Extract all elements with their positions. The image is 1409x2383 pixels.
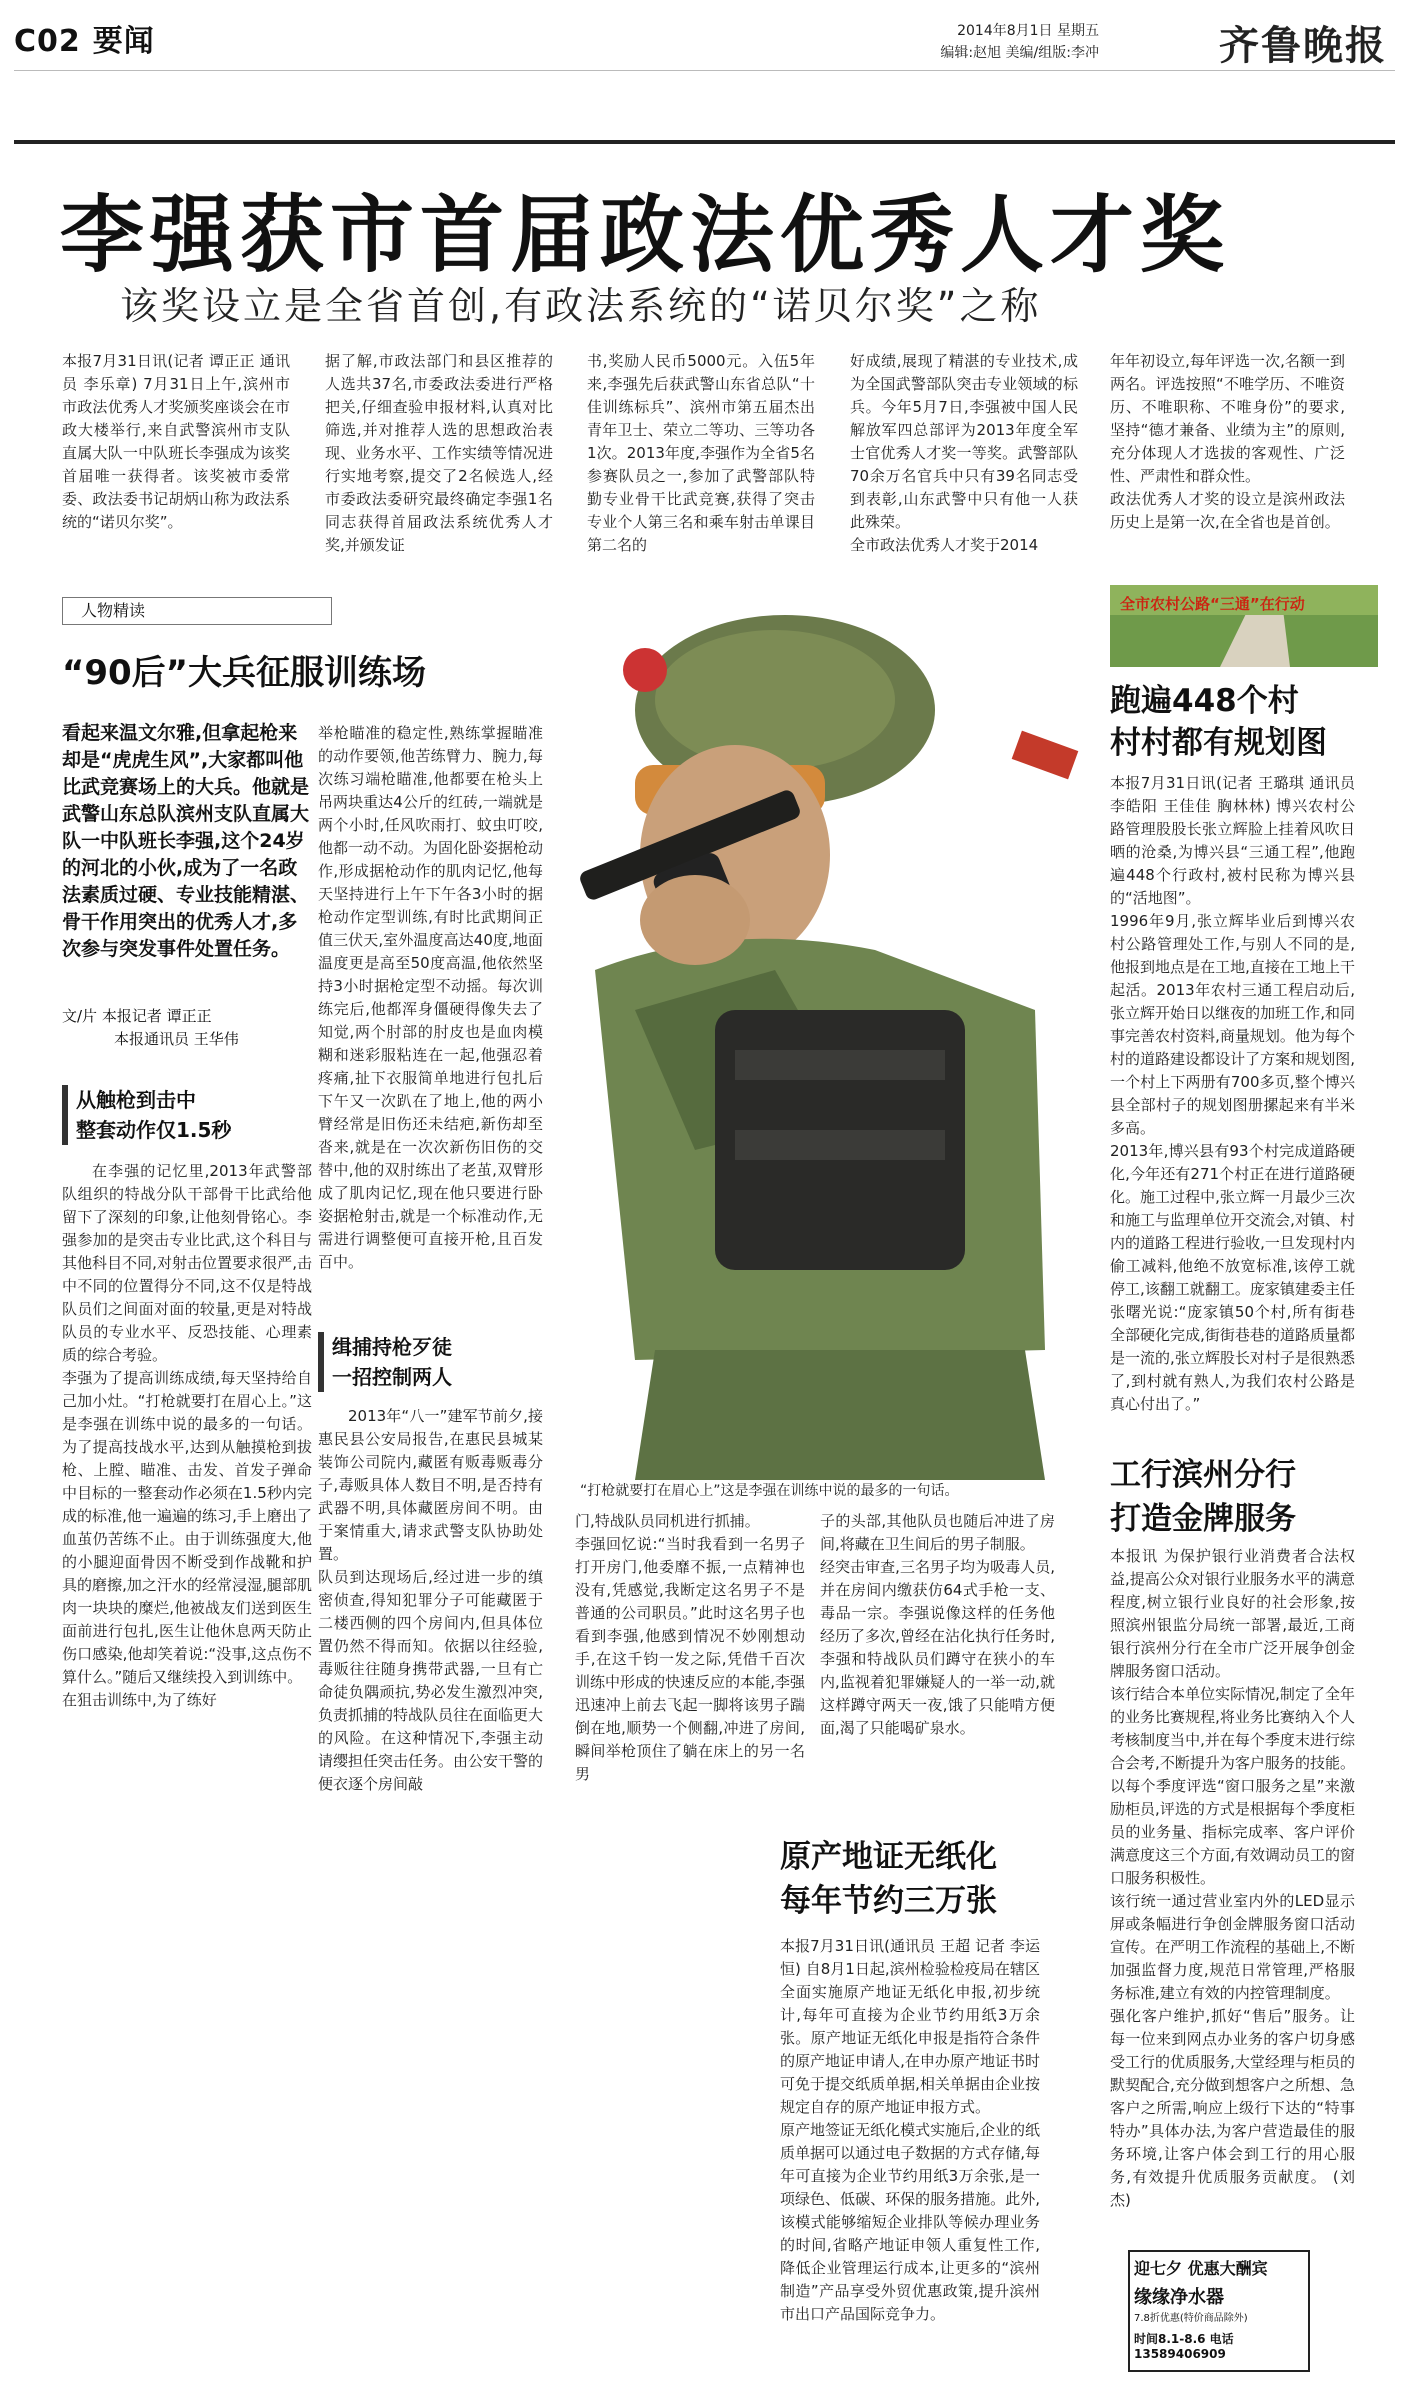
section-name: 要闻 [92,24,155,59]
main-col-1: 本报7月31日讯(记者 谭正正 通讯员 李乐章) 7月31日上午,滨州市市政法优秀人才奖颁奖座谈会在市政大楼举行,来自武警滨州市支队直属大队一中队班长李强成为该奖首届唯一获得者。该奖被市委常委、政法委书记胡炳山称为政法系统的“诺贝尔奖”。 [62,352,290,531]
right2-title: 工行滨州分行 打造金牌服务 [1110,1457,1296,1537]
feature-sub1: 从触枪到击中 整套动作仅1.5秒 [62,1085,316,1145]
ad-small: 7.8折优惠(特价商品除外) [1134,2313,1248,2324]
main-col-5: 年年初设立,每年评选一次,名额一到两名。评选按照“不唯学历、不唯资历、不唯职称、不唯身份”的要求,坚持“德才兼备、业绩为主”的原则,充分体现人才选拔的客观性、广泛性、严肃性和群众性。 政法优秀人才奖的设立是滨州政法历史上是第一次,在全省也是首创。 [1110,352,1345,531]
right2-body: 本报讯 为保护银行业消费者合法权益,提高公众对银行业服务水平的满意程度,树立银行业良好的社会形象,按照滨州银监分局统一部署,最近,工商银行滨州分行在全市广泛开展争创金牌服务窗口活动。 该行结合本单位实际情况,制定了全年的业务比赛规程,将业务比赛纳入个人考核制度当中,并在每个季度末进行综合会考,不断提升为客户服务的技能。以每个季度评选“窗口服务之星”来激励柜员,评选的方式是根据每个季度柜员的业务量、指标完成率、客户评价满意度这三个方面,有效调动员工的窗口服务积极性。 该行统一通过营业室内外的LED显示屏或条幅进行争创金牌服务窗口活动宣传。在严明工作流程的基础上,不断加强监督力度,规范日常管理,严格服务标准,建立有效的内控管理制度。 强化客户维护,抓好“售后”服务。让每一位来到网点办业务的客户切身感受工行的优质服务,大堂经理与柜员的默契配合,充分做到想客户之所想、急客户之所需,响应上级行下达的“特事特办”具体办法,为客户营造最佳的服务环境,让客户体会到工行的用心服务,有效提升优质服务贡献度。 (刘杰) [1110,1547,1355,2209]
header-divider [14,70,1395,71]
feature-col2: 举枪瞄准的稳定性,熟练掌握瞄准的动作要领,他苦练臂力、腕力,每次练习端枪瞄准,他都要在枪头上吊两块重达4公斤的红砖,一端就是两个小时,任风吹雨打、蚊虫叮咬,他都一动不动。为固化卧姿据枪动作,形成据枪动作的肌肉记忆,他每天坚持进行上午下午各3小时的据枪动作定型训练,有时比武期间正值三伏天,室外温度高达40度,地面温度更是高至50度高温,他依然坚持3小时据枪定型不动摇。每次训练完后,他都浑身僵硬得像失去了知觉,两个肘部的肘皮也是血肉模糊和迷彩服粘连在一起,他强忍着疼痛,扯下衣服简单地进行包扎后下午又一次趴在了地上,他的两小臂经常是旧伤还未结疤,新伤却至沓来,就是在一次次新伤旧伤的交替中,他的双肘练出了老茧,双臂形成了肌肉记忆,现在他只要进行卧姿据枪射击,就是一个标准动作,无需进行调整便可直接开枪,且百发百中。 [318,724,544,1271]
feature-col4: 子的头部,其他队员也随后冲进了房间,将藏在卫生间后的男子制服。 经突击审查,三名男子均为吸毒人员,并在房间内缴获仿64式手枪一支、毒品一宗。李强说像这样的任务他经历了多次,曾经在沾化执行任务时,李强和特战队员们蹲守在狭小的车内,监视着犯罪嫌疑人的一举一动,就这样蹲守两天一夜,饿了只能啃方便面,渴了只能喝矿泉水。 [820,1512,1055,1737]
feature-col3: 门,特战队员同机进行抓捕。 李强回忆说:“当时我看到一名男子打开房门,他委靡不振,一点精神也没有,凭感觉,我断定这名男子不是普通的公司职员。”此时这名男子也看到李强,他感到情况不妙刚想动手,在这千钧一发之际,凭借千百次训练中形成的快速反应的本能,李强迅速冲上前去飞起一脚将该男子踹倒在地,顺势一个侧翻,冲进了房间,瞬间举枪顶住了躺在床上的另一名男 [575,1512,805,1783]
ad-line2: 缘缘净水器 [1134,2287,1224,2308]
main-col-4: 好成绩,展现了精湛的专业技术,成为全国武警部队突击专业领域的标兵。今年5月7日,李强被中国人民解放军四总部评为2013年度全军士官优秀人才奖一等奖。武警部队70余万名官兵中只有39名同志受到表彰,山东武警中只有他一人获此殊荣。 全市政法优秀人才奖于2014 [850,352,1078,554]
ad-line1: 迎七夕 优惠大酬宾 [1134,2259,1268,2278]
rural-road-banner [1110,585,1378,667]
date-line: 2014年8月1日 星期五 [957,23,1099,39]
feature-col2b: 2013年“八一”建军节前夕,接惠民县公安局报告,在惠民县城某装饰公司院内,藏匿有贩毒贩毒分子,毒贩具体人数目不明,是否持有武器不明,具体藏匿房间不明。由于案情重大,请求武警支队协助处置。 队员到达现场后,经过进一步的缜密侦查,得知犯罪分子可能藏匿于二楼西侧的四个房间内,但具体位置仍然不得而知。依据以往经验,毒贩往往随身携带武器,一旦有亡命徒负隅顽抗,势必发生激烈冲突,负责抓捕的特战队员往在面临更大的风险。在这种情况下,李强主动请缨担任突击任务。由公安干警的便衣逐个房间敲 [318,1407,544,1793]
feature-col1: 在李强的记忆里,2013年武警部队组织的特战分队干部骨干比武给他留下了深刻的印象,让他刻骨铭心。李强参加的是突击专业比武,这个科目与其他科目不同,对射击位置要求很严,击中不同的位置得分不同,这不仅是特战队员们之间面对面的较量,更是对特战队员的专业水平、反恐技能、心理素质的综合考验。 李强为了提高训练成绩,每天坚持给自己加小灶。“打枪就要打在眉心上。”这是李强在训练中说的最多的一句话。为了提高技战水平,达到从触摸枪到拔枪、上膛、瞄准、击发、首发子弹命中目标的一整套动作必须在1.5秒内完成的标准,他一遍遍的练习,手上磨出了血茧仍苦练不止。由于训练强度大,他的小腿迎面骨因不断受到作战靴和护具的磨擦,加之汗水的经常浸湿,腿部肌肉一块块的糜烂,他被战友们送到医生面前进行包扎,医生让他休息两天防止伤口感染,他却笑着说:“没事,这点伤不算什么。”随后又继续投入到训练中。 在狙击训练中,为了练好 [62,1162,312,1709]
main-col-2: 据了解,市政法部门和县区推荐的人选共37名,市委政法委进行严格把关,仔细查验申报材料,认真对比筛选,并对推荐人选的思想政治表现、业务水平、工作实绩等情况进行实地考察,提交了2名候选人,经市委政法委研究最终确定李强1名同志获得首届政法系统优秀人才奖,并颁发证 [325,352,553,554]
bottom-title: 原产地证无纸化 每年节约三万张 [780,1839,997,1919]
main-subhead: 该奖设立是全省首创,有政法系统的“诺贝尔奖”之称 [120,284,1042,328]
newspaper-logo: 齐鲁晚报 [1219,22,1387,69]
byline-2: 本报通讯员 王华伟 [114,1030,239,1048]
top-rule [14,140,1395,144]
photo-caption: “打枪就要打在眉心上”这是李强在训练中说的最多的一句话。 [580,1483,959,1499]
soldier-photo [575,590,1120,1480]
editors-line: 编辑:赵旭 美编/组版:李冲 [940,45,1099,61]
feature-byline [62,1005,239,1051]
feature-title: “90后”大兵征服训练场 [62,653,427,693]
feature-sub2: 缉捕持枪歹徒 一招控制两人 [318,1332,552,1392]
date-editors [940,20,1099,64]
right1-body: 本报7月31日讯(记者 王璐琪 通讯员 李皓阳 王佳佳 胸林林) 博兴农村公路管理股股长张立辉脸上挂着风吹日晒的沧桑,为博兴县“三通工程”,他跑遍448个行政村,被村民称为博兴县的“活地图”。 1996年9月,张立辉毕业后到博兴农村公路管理处工作,与别人不同的是,他报到地点是在工地,直接在工地上干起活。2013年农村三通工程启动后,张立辉开始日以继夜的加班工作,和同事完善农村资料,商量规划。他为每个村的道路建设都设计了方案和规划图,一个村上下两册有700多页,整个博兴县全部村子的规划图册摞起来有半米多高。 2013年,博兴县有93个村完成道路硬化,今年还有271个村正在进行道路硬化。施工过程中,张立辉一月最少三次和施工与监理单位开交流会,对镇、村内的道路工程进行验收,一旦发现村内偷工减料,他绝不放宽标准,该停工就停工,该翻工就翻工。庞家镇建委主任张曙光说:“庞家镇50个村,所有街巷全部硬化完成,街街巷巷的道路质量都是一流的,张立辉股长对村子是很熟悉了,到村就有熟人,为我们农村公路是真心付出了。” [1110,774,1355,1413]
banner-text: 全市农村公路“三通”在行动 [1120,595,1305,613]
main-col-3: 书,奖励人民币5000元。入伍5年来,李强先后获武警山东省总队“十佳训练标兵”、滨州市第五届杰出青年卫士、荣立二等功、三等功各1次。2013年度,李强作为全省5名参赛队员之一,参加了武警部队特勤专业骨干比武竞赛,获得了突击专业个人第三名和乘车射击单课目第二名的 [587,352,815,554]
ad-line3: 时间8.1-8.6 电话13589406909 [1134,2332,1234,2361]
byline-1: 文/片 本报记者 谭正正 [62,1007,212,1025]
feature-lead: 看起来温文尔雅,但拿起枪来却是“虎虎生风”,大家都叫他比武竞赛场上的大兵。他就是武警山东总队滨州支队直属大队一中队班长李强,这个24岁的河北的小伙,成为了一名政法素质过硬、专业技能精湛、骨干作用突出的优秀人才,多次参与突发事件处置任务。 [62,722,310,960]
main-headline: 李强获市首届政法优秀人才奖 [60,186,1231,284]
water-purifier-ad [1128,2250,1310,2372]
bottom-body: 本报7月31日讯(通讯员 王超 记者 李运恒) 自8月1日起,滨州检验检疫局在辖区全面实施原产地证无纸化申报,初步统计,每年可直接为企业节约用纸3万余张。原产地证无纸化申报是指符合条件的原产地证申请人,在申办原产地证书时可免于提交纸质单据,相关单据由企业按规定自存的原产地证申报方式。 原产地签证无纸化模式实施后,企业的纸质单据可以通过电子数据的方式存储,每年可直接为企业节约用纸3万余张,是一项绿色、低碳、环保的服务措施。此外,该模式能够缩短企业排队等候办理业务的时间,省略产地证申领人重复性工作,降低企业管理运行成本,让更多的“滨州制造”产品享受外贸优惠政策,提升滨州市出口产品国际竞争力。 [780,1937,1040,2323]
page-number: C02 要闻 [14,16,155,60]
feature-label: 人物精读 [62,597,332,625]
right1-title: 跑遍448个村 村村都有规划图 [1110,683,1327,761]
